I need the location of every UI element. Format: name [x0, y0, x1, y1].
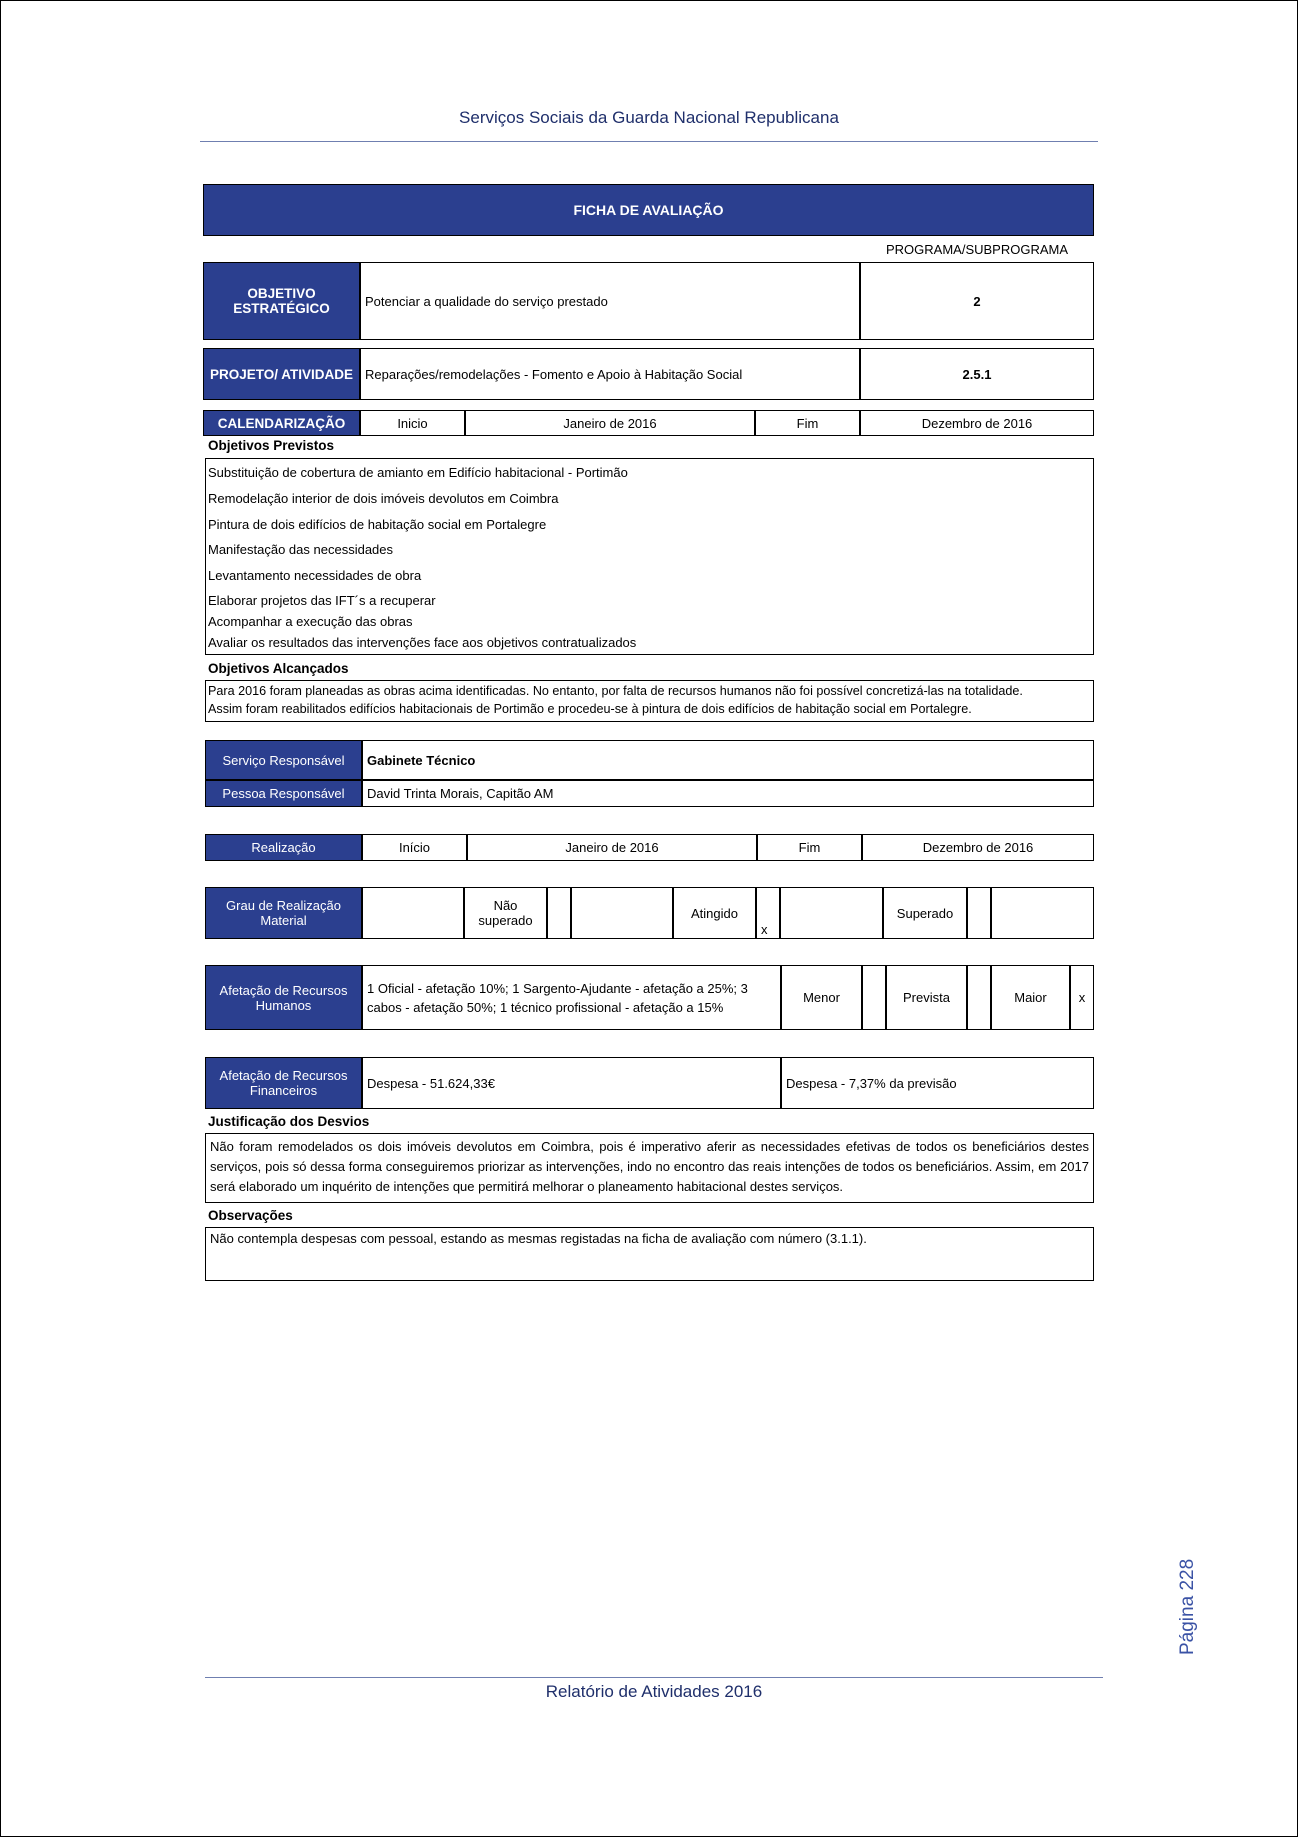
grau-nao-superado: Não superado: [464, 887, 547, 939]
objetivos-alcancados-title: Objetivos Alcançados: [208, 661, 349, 676]
page-header: Serviços Sociais da Guarda Nacional Republicana: [459, 108, 839, 127]
servico-responsavel-label: Serviço Responsável: [205, 740, 362, 780]
calendarizacao-inicio-label: Inicio: [360, 410, 465, 436]
grau-empty-cell: [362, 887, 464, 939]
programa-label: PROGRAMA/SUBPROGRAMA: [885, 241, 1069, 257]
grau-empty-cell: [991, 887, 1094, 939]
realizacao-fim-label: Fim: [757, 834, 862, 861]
rh-maior: Maior: [991, 965, 1070, 1030]
calendarizacao-label: CALENDARIZAÇÃO: [203, 410, 360, 436]
recursos-financeiros-previsao: Despesa - 7,37% da previsão: [781, 1057, 1094, 1109]
grau-realizacao-label: Grau de Realização Material: [205, 887, 362, 939]
objetivo-previsto-item: Avaliar os resultados das intervenções face aos objetivos contratualizados: [208, 635, 637, 650]
calendarizacao-fim-value: Dezembro de 2016: [860, 410, 1094, 436]
recursos-financeiros-label: Afetação de Recursos Financeiros: [205, 1057, 362, 1109]
servico-responsavel-value: Gabinete Técnico: [362, 740, 1094, 780]
observacoes-title: Observações: [208, 1208, 293, 1223]
page-number: Página 228: [1177, 1558, 1198, 1655]
grau-empty-cell: [780, 887, 883, 939]
rh-menor-check: [862, 965, 886, 1030]
rh-prevista-check: [967, 965, 991, 1030]
ficha-title: FICHA DE AVALIAÇÃO: [203, 184, 1094, 236]
objetivo-previsto-item: Levantamento necessidades de obra: [208, 568, 422, 583]
objetivo-estrategico-label: OBJETIVO ESTRATÉGICO: [203, 262, 360, 340]
recursos-humanos-value: 1 Oficial - afetação 10%; 1 Sargento-Ajudante - afetação a 25%; 3 cabos - afetação 50%; 1 técnico profissional - afetação a 15%: [362, 965, 781, 1030]
objetivo-previsto-item: Pintura de dois edifícios de habitação social em Portalegre: [208, 517, 547, 532]
projeto-programa-number: 2.5.1: [860, 348, 1094, 400]
grau-empty-cell: [571, 887, 673, 939]
justificacao-title: Justificação dos Desvios: [208, 1114, 370, 1129]
recursos-humanos-label: Afetação de Recursos Humanos: [205, 965, 362, 1030]
projeto-atividade-label: PROJETO/ ATIVIDADE: [203, 348, 360, 400]
footer-divider: [205, 1677, 1103, 1678]
page-footer: Relatório de Atividades 2016: [545, 1682, 763, 1701]
objetivo-previsto-item: Remodelação interior de dois imóveis devolutos em Coimbra: [208, 491, 559, 506]
objetivo-estrategico-value: Potenciar a qualidade do serviço prestado: [360, 262, 860, 340]
calendarizacao-inicio-value: Janeiro de 2016: [465, 410, 755, 436]
grau-atingido: Atingido: [673, 887, 756, 939]
observacoes-text: Não contempla despesas com pessoal, estando as mesmas registadas na ficha de avaliação com número (3.1.1).: [205, 1227, 1094, 1281]
pessoa-responsavel-value: David Trinta Morais, Capitão AM: [362, 780, 1094, 807]
grau-superado: Superado: [883, 887, 967, 939]
grau-superado-check: [967, 887, 991, 939]
objetivo-programa-number: 2: [860, 262, 1094, 340]
objetivo-previsto-item: Acompanhar a execução das obras: [208, 614, 413, 629]
rh-prevista: Prevista: [886, 965, 967, 1030]
objetivo-previsto-item: Elaborar projetos das IFT´s a recuperar: [208, 593, 436, 608]
pessoa-responsavel-label: Pessoa Responsável: [205, 780, 362, 807]
header-divider: [200, 141, 1098, 142]
calendarizacao-fim-label: Fim: [755, 410, 860, 436]
objetivos-previstos-title: Objetivos Previstos: [208, 438, 335, 453]
rh-menor: Menor: [781, 965, 862, 1030]
objetivos-alcancados-line: Assim foram reabilitados edifícios habitacionais de Portimão e procedeu-se à pintura de dois edifícios de habitação social em Portalegre.: [208, 702, 972, 716]
realizacao-label: Realização: [205, 834, 362, 861]
realizacao-inicio-label: Início: [362, 834, 467, 861]
realizacao-fim-value: Dezembro de 2016: [862, 834, 1094, 861]
objetivos-alcancados-line: Para 2016 foram planeadas as obras acima identificadas. No entanto, por falta de recursos humanos não foi possível concretizá-las na totalidade.: [208, 684, 1023, 698]
rh-maior-check: x: [1070, 965, 1094, 1030]
grau-nao-superado-check: [547, 887, 571, 939]
grau-atingido-check: x: [756, 887, 780, 939]
recursos-financeiros-despesa: Despesa - 51.624,33€: [362, 1057, 781, 1109]
justificacao-text: Não foram remodelados os dois imóveis devolutos em Coimbra, pois é imperativo aferir as necessidades efetivas de todos os beneficiários destes serviços, pois só dessa forma conseguiremos priorizar as intervenções, indo no encontro das reais intenções de todos os beneficiários. Assim, em 2017 será elaborado um inquérito de intenções que permitirá melhorar o planeamento habitacional destes serviços.: [205, 1133, 1094, 1203]
objetivo-previsto-item: Manifestação das necessidades: [208, 542, 394, 557]
objetivo-previsto-item: Substituição de cobertura de amianto em Edifício habitacional - Portimão: [208, 465, 628, 480]
projeto-atividade-value: Reparações/remodelações - Fomento e Apoio à Habitação Social: [360, 348, 860, 400]
realizacao-inicio-value: Janeiro de 2016: [467, 834, 757, 861]
